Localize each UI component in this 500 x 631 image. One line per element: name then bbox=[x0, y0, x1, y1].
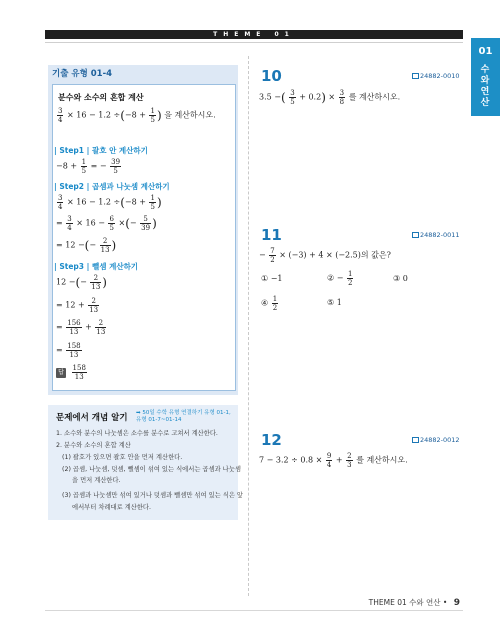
question-number-11: 11 bbox=[261, 226, 282, 244]
step3-expression-2: = 12 + $\frac{2}{13}$ bbox=[56, 297, 99, 314]
footer-theme: THEME 01 수와 연산 bbox=[368, 598, 441, 607]
concept-line: 을 먼저 계산한다. bbox=[72, 477, 121, 484]
concept-line: 2. 분수와 소수의 혼합 계산 bbox=[56, 442, 131, 449]
step3-expression-3: = $\frac{156}{13}$ + $\frac{2}{13}$ bbox=[56, 319, 106, 336]
step1-expression: −8 + $\frac{1}{5}$ = − $\frac{39}{5}$ bbox=[56, 158, 121, 175]
concept-line: 1. 소수와 분수의 나눗셈은 소수를 분수로 고쳐서 계산한다. bbox=[56, 430, 218, 437]
fraction: $\frac{1}{5}$ bbox=[150, 107, 155, 124]
concept-line: 에서부터 차례대로 계산한다. bbox=[72, 504, 151, 511]
concept-line: (2) 곱셈, 나눗셈, 덧셈, 뺄셈이 섞여 있는 식에서는 곱셈과 나눗셈 bbox=[62, 466, 241, 473]
theme-header-bar bbox=[45, 30, 463, 39]
column-divider bbox=[248, 56, 249, 596]
choice-2[interactable]: ② − $\frac{1}{2}$ bbox=[327, 270, 353, 287]
choice-4[interactable]: ④ $\frac{1}{2}$ bbox=[261, 295, 278, 312]
qr-code-icon bbox=[412, 437, 419, 443]
chapter-side-tab bbox=[471, 38, 500, 116]
choice-1[interactable]: ① −1 bbox=[261, 274, 283, 283]
answer-badge: 답 bbox=[56, 368, 66, 378]
footer-bullet: • bbox=[442, 598, 448, 607]
step2-expression-1: $\frac{3}{4}$ × 16 − 1.2 ÷(−8 + $\frac{1}{5}$ ) bbox=[58, 194, 162, 211]
question-12-body: 7 − 3.2 ÷ 0.8 × $\frac{9}{4}$ + $\frac{2}{3}$ 를 계산하시오. bbox=[259, 452, 408, 469]
question-code: 24882-0011 bbox=[412, 231, 460, 239]
page-footer bbox=[369, 597, 460, 608]
step2-expression-3: = 12 −(− $\frac{2}{13}$ ) bbox=[56, 237, 117, 254]
question-code: 24882-0010 bbox=[412, 72, 460, 80]
fraction: $\frac{3}{4}$ bbox=[58, 107, 63, 124]
page-number: 9 bbox=[453, 598, 460, 608]
question-number-12: 12 bbox=[261, 431, 282, 449]
concept-line: (1) 괄호가 있으면 괄호 안을 먼저 계산한다. bbox=[62, 454, 183, 461]
question-11-body: − $\frac{7}{2}$ × (−3) + 4 × (−2.5)의 값은? bbox=[259, 247, 391, 264]
example-type-label: 기출 유형 01-4 bbox=[52, 69, 113, 79]
theme-header-label: THEME 01 bbox=[213, 31, 295, 38]
question-10-body: 3.5 −( $\frac{3}{5}$ + 0.2) × $\frac{3}{8}$ 를 계산하시오. bbox=[259, 89, 401, 106]
step1-label: | Step1 | 괄호 안 계산하기 bbox=[54, 146, 148, 155]
step3-expression-4: = $\frac{158}{13}$ bbox=[56, 342, 81, 359]
chapter-number: 01 bbox=[478, 46, 493, 57]
question-code: 24882-0012 bbox=[412, 436, 460, 444]
qr-code-icon bbox=[412, 232, 419, 238]
question-number-10: 10 bbox=[261, 67, 282, 85]
step3-label: | Step3 | 뺄셈 계산하기 bbox=[54, 262, 139, 271]
problem-title: 분수와 소수의 혼합 계산 bbox=[58, 93, 144, 102]
step2-expression-2: = $\frac{3}{4}$ × 16 − $\frac{6}{5}$ ×(− $\frac{5}{39}$ ) bbox=[56, 215, 157, 232]
problem-expression: $\frac{3}{4}$ × 16 − 1.2 ÷(−8 + $\frac{1}{5}$ ) 을 계산하시오. bbox=[58, 107, 216, 124]
footer-divider bbox=[45, 610, 463, 611]
chapter-title: 수와 연산 bbox=[480, 65, 490, 108]
choice-3[interactable]: ③ 0 bbox=[393, 274, 408, 283]
step2-label: | Step2 | 곱셈과 나눗셈 계산하기 bbox=[54, 182, 170, 191]
step3-expression-1: 12 −(− $\frac{2}{13}$ ) bbox=[56, 274, 107, 291]
choice-5[interactable]: ⑤ 1 bbox=[327, 298, 342, 307]
qr-code-icon bbox=[412, 73, 419, 79]
header-divider bbox=[45, 42, 463, 43]
concept-reference: ➡ 50일 수학 유형 연결하기 유형 01-1, 유형 01-7~01-14 bbox=[136, 410, 231, 423]
final-answer: 답 $\frac{158}{13}$ bbox=[56, 364, 88, 381]
concept-line: (3) 곱셈과 나눗셈만 섞여 있거나 덧셈과 뺄셈만 섞여 있는 식은 앞 bbox=[62, 492, 244, 499]
concept-title: 문제에서 개념 알기 bbox=[56, 413, 128, 423]
